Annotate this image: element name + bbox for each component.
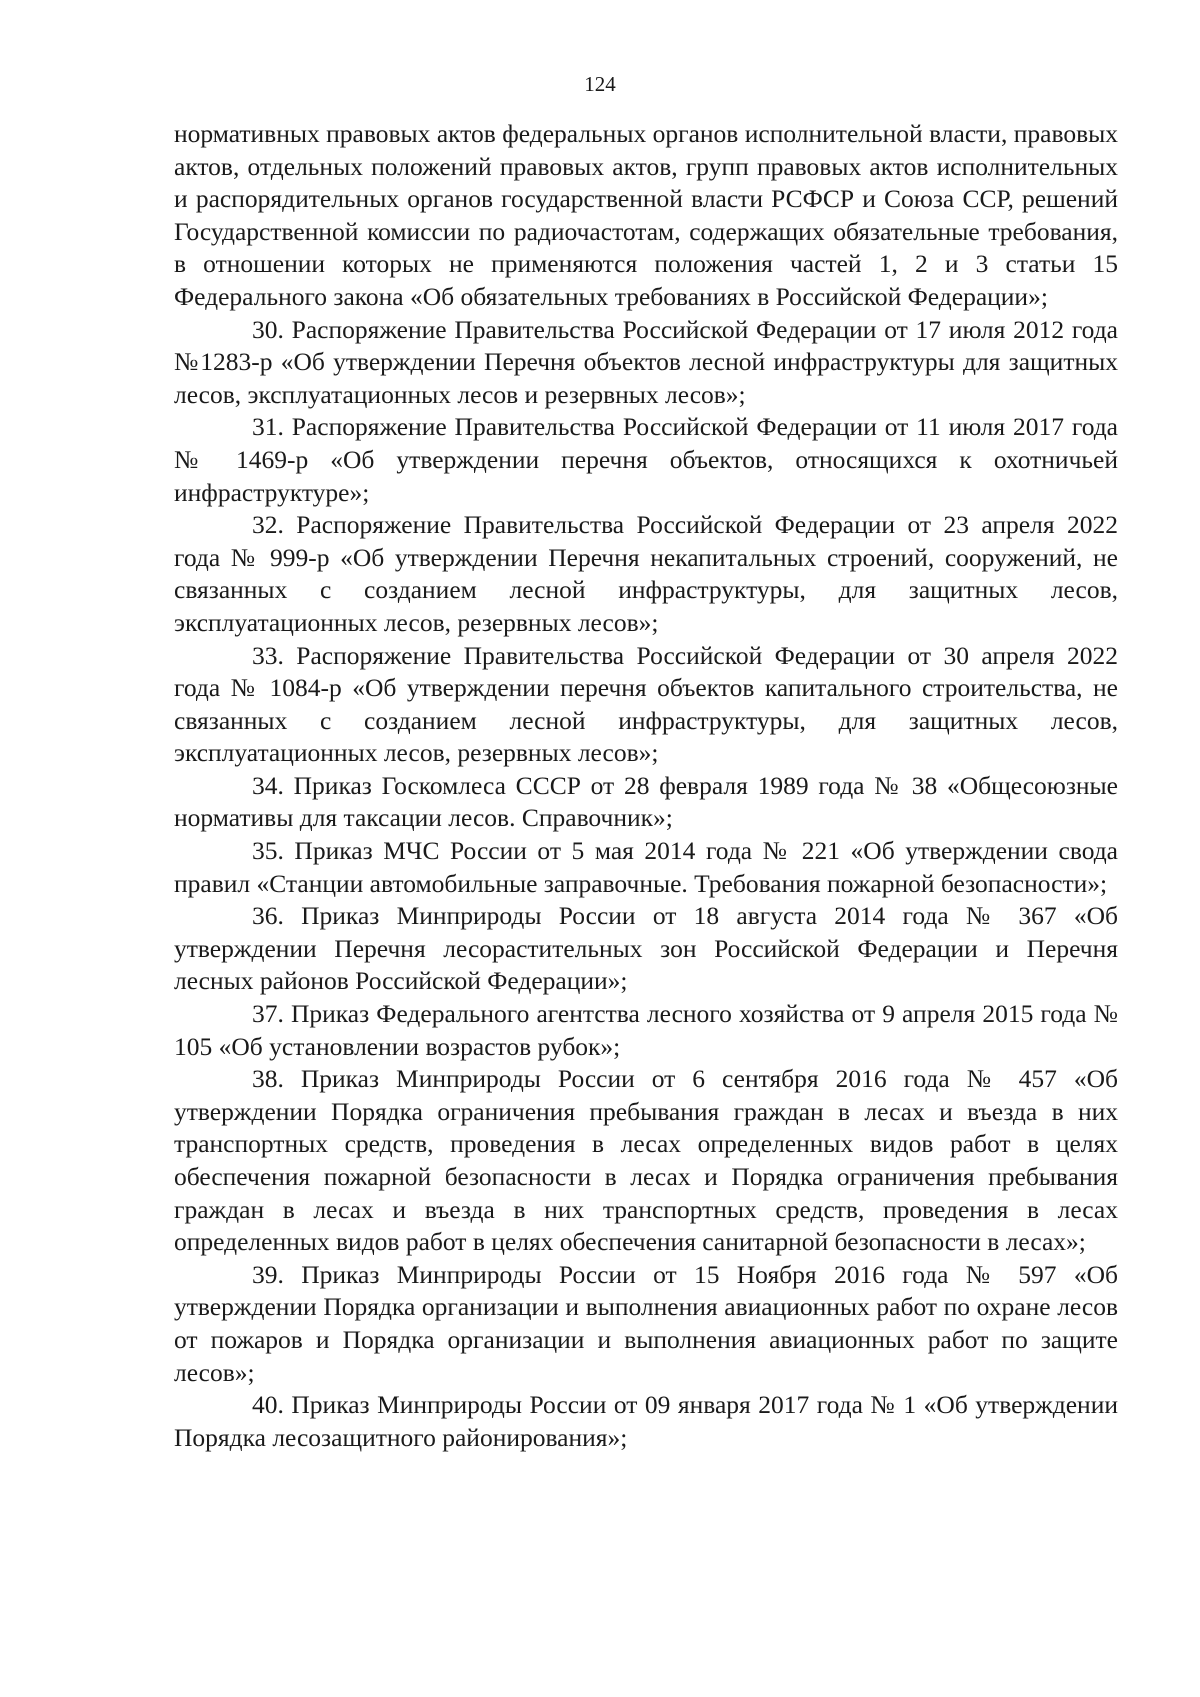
list-item-40: 40. Приказ Минприроды России от 09 января 2017 года № 1 «Об утверждении Порядка лесозащитного районирования»; — [174, 1390, 1118, 1452]
list-item-33: 33. Распоряжение Правительства Российской Федерации от 30 апреля 2022 года № 1084-р «Об утверждении перечня объектов капитального строительства, не связанных с созданием лесной инфраструктуры, для защитных лесов, эксплуатационных лесов, резервных лесов»; — [174, 640, 1118, 768]
page-number: 124 — [584, 72, 616, 96]
list-item-36: 36. Приказ Минприроды России от 18 августа 2014 года № 367 «Об утверждении Перечня лесорастительных зон Российской Федерации и Перечня лесных районов Российской Федерации»; — [174, 901, 1118, 996]
list-item-32: 32. Распоряжение Правительства Российской Федерации от 23 апреля 2022 года № 999-р «Об утверждении Перечня некапитальных строений, сооружений, не связанных с созданием лесной инфраструктуры, для защитных лесов, эксплуатационных лесов, резервных лесов»; — [174, 510, 1118, 637]
list-item-30: 30. Распоряжение Правительства Российской Федерации от 17 июля 2012 года №1283-р «Об утверждении Перечня объектов лесной инфраструктуры для защитных лесов, эксплуатационных лесов и резервных лесов»; — [174, 314, 1118, 409]
document-body — [174, 118, 1118, 1454]
list-item-35: 35. Приказ МЧС России от 5 мая 2014 года № 221 «Об утверждении свода правил «Станции автомобильные заправочные. Требования пожарной безопасности»; — [174, 836, 1118, 898]
list-item-39: 39. Приказ Минприроды России от 15 Ноября 2016 года № 597 «Об утверждении Порядка организации и выполнения авиационных работ по охране лесов от пожаров и Порядка организации и выполнения авиационных работ по защите лесов»; — [174, 1259, 1118, 1387]
list-item-37: 37. Приказ Федерального агентства лесного хозяйства от 9 апреля 2015 года № 105 «Об установлении возрастов рубок»; — [174, 999, 1118, 1061]
list-item-31: 31. Распоряжение Правительства Российской Федерации от 11 июля 2017 года № 1469-р «Об утверждении перечня объектов, относящихся к охотничьей инфраструктуре»; — [174, 412, 1118, 507]
paragraph-continuation: нормативных правовых актов федеральных органов исполнительной власти, правовых актов, отдельных положений правовых актов, групп правовых актов исполнительных и распорядительных органов государственной власти РСФСР и Союза ССР, решений Государственной комиссии по радиочастотам, содержащих обязательные требования, в отношении которых не применяются положения частей 1, 2 и 3 статьи 15 Федерального закона «Об обязательных требованиях в Российской Федерации»; — [174, 119, 1118, 311]
list-item-38: 38. Приказ Минприроды России от 6 сентября 2016 года № 457 «Об утверждении Порядка ограничения пребывания граждан в лесах и въезда в них транспортных средств, проведения в лесах определенных видов работ в целях обеспечения пожарной безопасности в лесах и Порядка ограничения пребывания граждан в лесах и въезда в них транспортных средств, проведения в лесах определенных видов работ в целях обеспечения санитарной безопасности в лесах»; — [174, 1064, 1118, 1257]
list-item-34: 34. Приказ Госкомлеса СССР от 28 февраля 1989 года № 38 «Общесоюзные нормативы для таксации лесов. Справочник»; — [174, 770, 1118, 833]
